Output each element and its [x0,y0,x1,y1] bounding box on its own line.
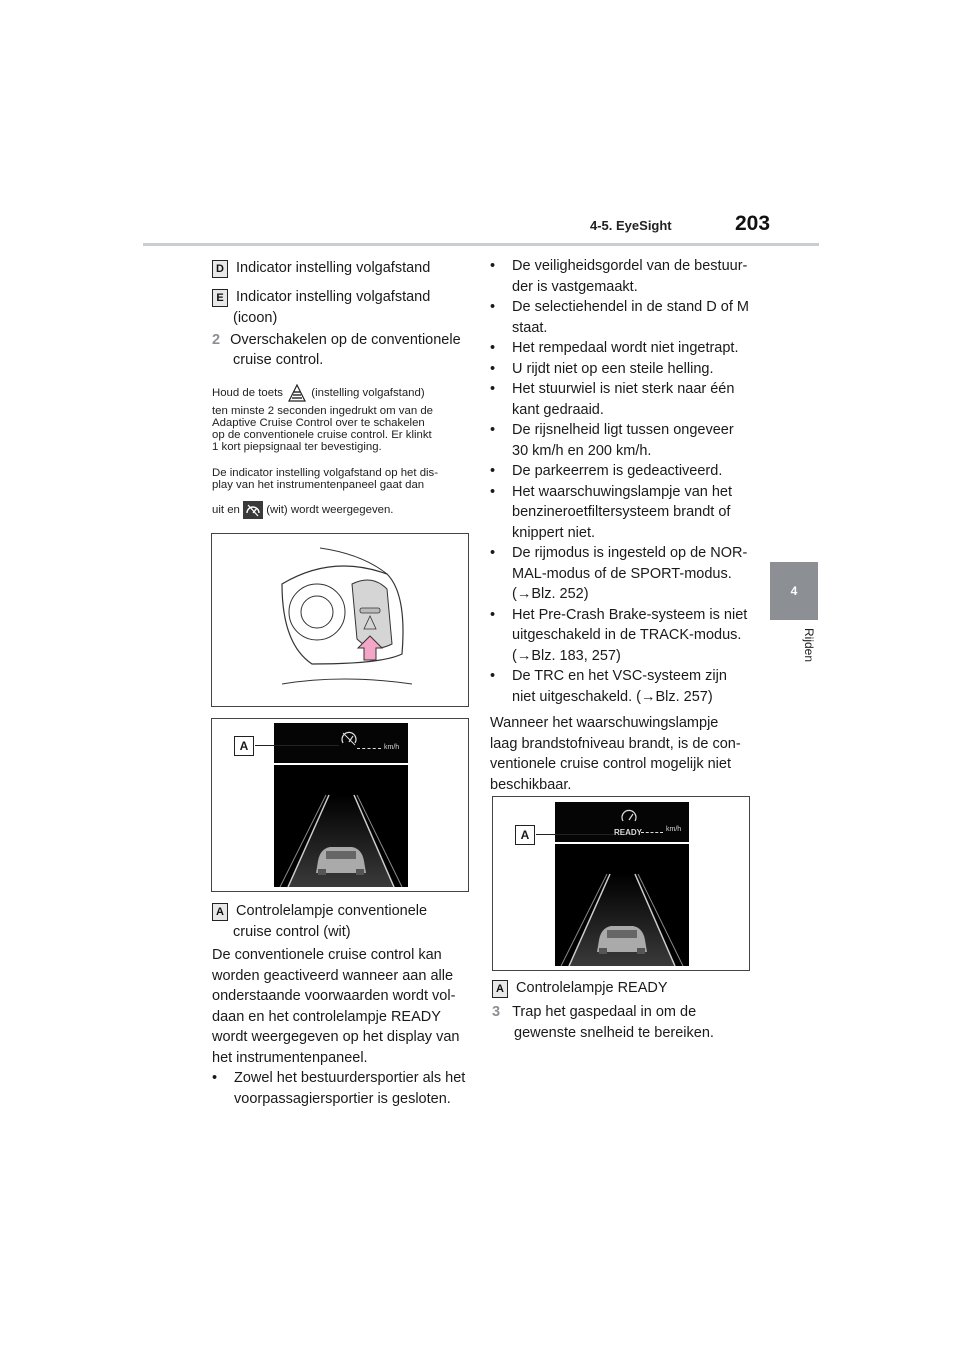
step-3-line-1: Trap het gaspedaal in om de [512,1004,697,1020]
condition-item [490,605,760,667]
caption-a-left-line-1: Controlelampje conventionele [236,903,428,919]
condition-line: Het waarschuwingslampje van het [512,483,733,500]
condition-line: kant gedraaid. [512,401,604,418]
note-1-line-4: op de conventionele cruise control. Er klinkt [212,429,432,441]
caption-a-right-text: Controlelampje READY [516,980,668,996]
item-e-text-2: (icoon) [233,310,278,326]
note-1-line-2: ten minste 2 seconden ingedrukt om van de [212,405,433,417]
note-2-line-1: De indicator instelling volgafstand op het dis- [212,467,439,479]
step-2-line-1: Overschakelen op de conventionele [230,332,461,348]
condition-item [490,543,760,605]
page-number: 203 [735,212,771,235]
cruise-indicator-icon [339,729,359,749]
right-para-line-4: beschikbaar. [490,776,572,793]
bullet-mark: • [490,299,496,315]
label-box-e: E [212,289,228,307]
item-d-text: Indicator instelling volgafstand [236,260,431,276]
condition-item [490,379,760,420]
step-2-line-2: cruise control. [233,352,324,368]
right-para-line-1: Wanneer het waarschuwingslampje [490,715,719,731]
condition-item [490,666,760,707]
distance-setting-icon [286,384,308,402]
note-1 [212,384,472,453]
note-2-line-3a: uit en [212,504,240,517]
chapter-tab: 4 [770,562,818,620]
conditions-list [490,256,760,795]
condition-item [490,359,760,380]
steering-wheel-figure [211,533,469,707]
caption-a-left [212,901,427,922]
bullet-mark: • [490,381,496,397]
right-paragraph [490,713,760,795]
condition-item [490,420,760,461]
condition-line: benzineroetfiltersysteem brandt of [512,504,731,520]
condition-line: niet uitgeschakeld. (→Blz. 257) [512,688,713,705]
speed-dashes [641,832,663,833]
note-1-line-3: Adaptive Cruise Control over te schakelen [212,417,425,429]
caption-a-left-line-2: cruise control (wit) [233,924,351,940]
condition-line: staat. [512,319,548,336]
bullet-mark: • [212,1070,218,1086]
bullet-mark: • [490,606,496,623]
left-para-line-3: onderstaande voorwaarden wordt vol- [212,988,456,1004]
condition-line: der is vastgemaakt. [512,278,638,295]
condition-line: Het Pre-Crash Brake-systeem is niet [512,606,748,623]
road-illustration [555,844,689,966]
left-para-line-6: het instrumentenpaneel. [212,1049,368,1066]
condition-line: knippert niet. [512,524,596,541]
bullet-mark: • [490,545,496,561]
right-para-line-3: ventionele cruise control mogelijk niet [490,756,731,772]
step-2 [212,330,461,351]
note-1-line-5: 1 kort piepsignaal ter bevestiging. [212,441,382,453]
label-box-a-left: A [212,903,228,921]
speed-dashes [357,748,381,749]
left-para-line-5: wordt weergegeven op het display van [212,1029,460,1045]
condition-item [490,482,760,544]
step-2-number: 2 [212,332,221,348]
bullet-mark: • [490,258,496,274]
road-illustration [274,765,408,887]
display-figure-ready [492,796,750,971]
bullet-mark: • [490,340,496,356]
condition-line: Het rempedaal wordt niet ingetrapt. [512,340,739,356]
label-box-d: D [212,260,228,278]
left-para-line-4: daan en het controlelampje READY [212,1008,441,1025]
section-title: 4-5. EyeSight [590,218,672,233]
note-1-line-1b: (instelling volgafstand) [311,387,425,400]
steering-wheel-illustration [212,534,468,706]
callout-a: A [234,736,254,756]
callout-leader [536,834,614,835]
condition-item [490,256,760,297]
callout-a: A [515,825,535,845]
condition-line: De selectiehendel in de stand D of M [512,299,749,315]
left-para-line-1: De conventionele cruise control kan [212,947,442,963]
left-bullet-line-2: voorpassagiersportier is gesloten. [234,1090,451,1107]
note-2 [212,467,472,521]
bullet-mark: • [490,463,496,479]
display-figure-conventional [211,718,469,892]
bullet-mark: • [490,483,496,500]
note-2-line-3b: (wit) wordt weergegeven. [266,504,394,517]
display-road-panel [555,844,689,966]
chapter-label: Rijden [802,628,816,663]
step-3 [492,1002,696,1023]
condition-line: De veiligheidsgordel van de bestuur- [512,258,748,274]
note-2-line-2: play van het instrumentenpaneel gaat dan [212,479,425,491]
item-e-text-1: Indicator instelling volgafstand [236,289,431,305]
condition-line: De rijsnelheid ligt tussen ongeveer [512,422,734,438]
ready-indicator: READY [614,828,643,837]
condition-line: Het stuurwiel is niet sterk naar één [512,381,735,397]
condition-line: De TRC en het VSC-systeem zijn [512,668,727,684]
condition-line: 30 km/h en 200 km/h. [512,442,652,459]
unit-label: km/h [666,826,682,833]
cruise-indicator-icon [619,807,639,827]
item-e [212,287,430,308]
condition-item [490,461,760,482]
condition-line: De rijmodus is ingesteld op de NOR- [512,545,748,561]
left-bullet [212,1068,472,1109]
condition-line: De parkeerrem is gedeactiveerd. [512,463,723,479]
label-box-a-right: A [492,980,508,998]
left-bullet-line-1: Zowel het bestuurdersportier als het [234,1070,466,1086]
left-para-line-2: worden geactiveerd wanneer aan alle [212,967,454,984]
bullet-mark: • [490,360,496,377]
cruise-control-white-icon [243,501,263,519]
unit-label: km/h [384,744,400,751]
item-d [212,258,430,279]
bullet-mark: • [490,668,496,684]
step-3-number: 3 [492,1004,501,1020]
condition-line: MAL-modus of de SPORT-modus. [512,565,732,582]
header-rule [143,243,819,246]
caption-a-right [492,978,668,999]
note-1-line-1a: Houd de toets [212,387,283,400]
condition-item [490,297,760,338]
condition-line: U rijdt niet op een steile helling. [512,360,714,377]
condition-line: uitgeschakeld in de TRACK-modus. [512,627,742,643]
condition-line: (→Blz. 252) [512,586,589,602]
condition-line: (→Blz. 183, 257) [512,647,621,664]
condition-item [490,338,760,359]
callout-leader [255,745,339,746]
right-para-line-2: laag brandstofniveau brandt, is de con- [490,735,741,752]
bullet-mark: • [490,422,496,438]
display-road-panel [274,765,408,887]
step-3-line-2: gewenste snelheid te bereiken. [514,1025,714,1041]
left-paragraph [212,945,472,1109]
